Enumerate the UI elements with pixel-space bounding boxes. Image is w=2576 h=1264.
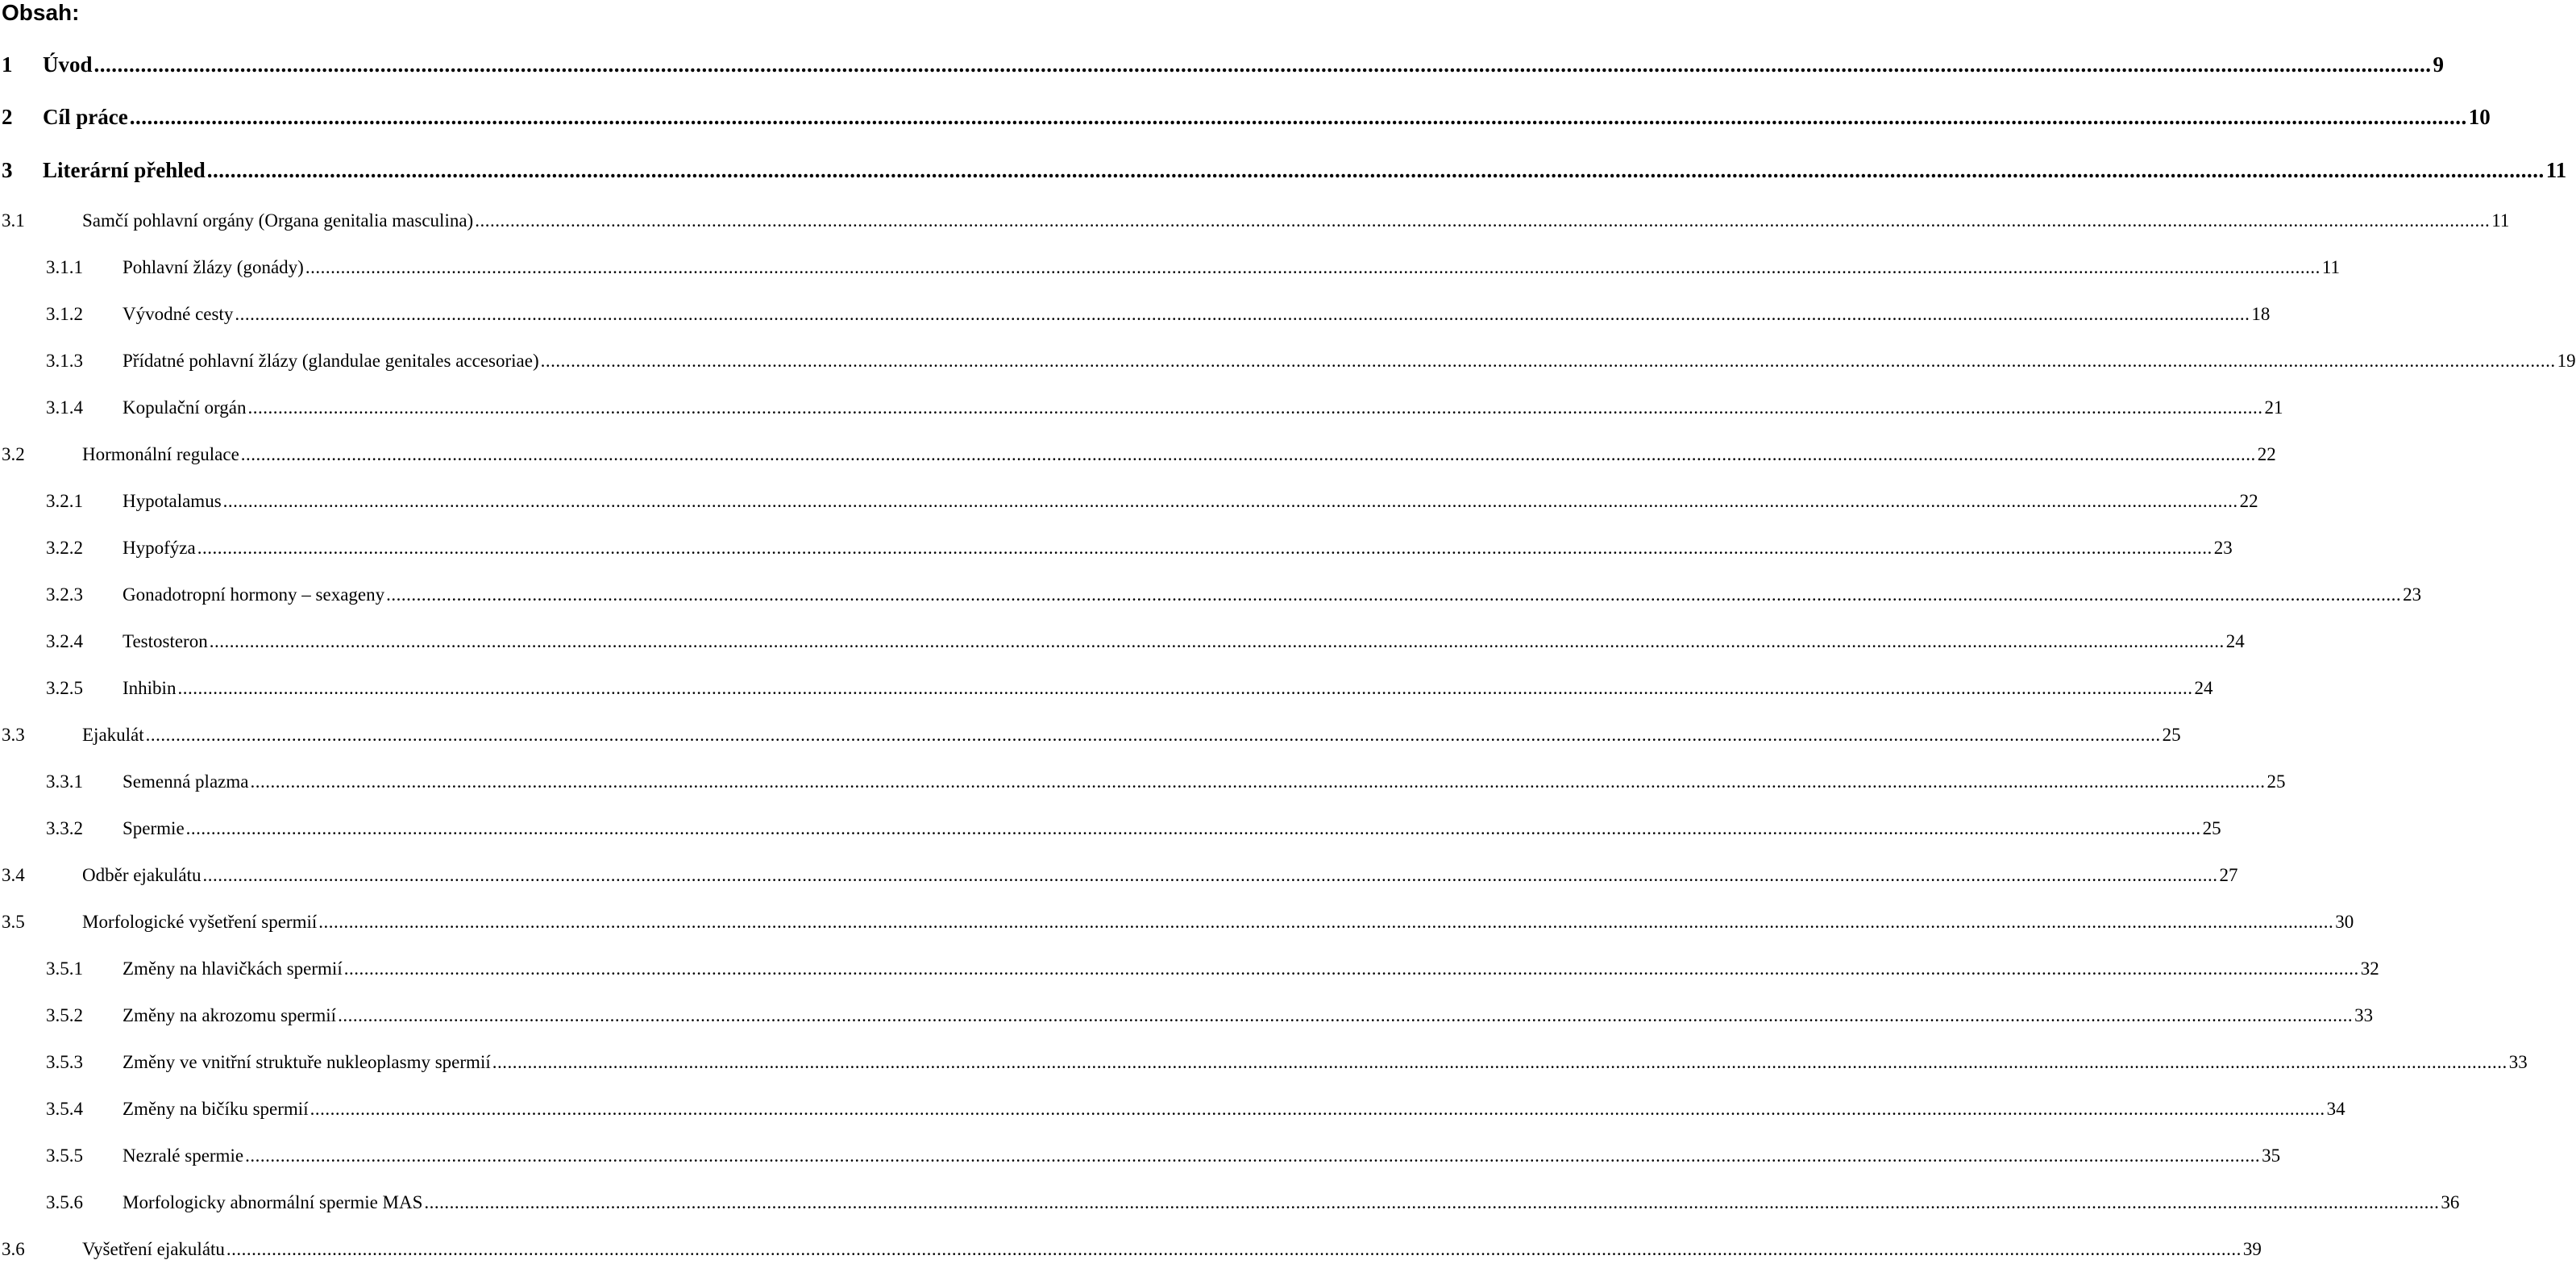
toc-entry-label[interactable]: Spermie [123, 818, 185, 838]
toc-entry-label[interactable]: Literární přehled [43, 158, 206, 182]
toc-entry-number: 3.2.1 [46, 491, 83, 511]
dot-leader: ................................................................................................................................................................................................................................................................................................................................................................................................................ [235, 304, 2250, 324]
toc-entry[interactable] [0, 1141, 2281, 1170]
toc-entry-page[interactable]: 9 [2433, 52, 2445, 77]
dot-leader: ................................................................................................................................................................................................................................................................................................................................................................................................................ [475, 210, 2491, 231]
toc-entry-number: 3.2.3 [46, 584, 83, 605]
toc-entry-page[interactable]: 22 [2239, 491, 2258, 511]
toc-entry[interactable] [0, 347, 2576, 376]
toc-entry-page[interactable]: 10 [2468, 105, 2491, 129]
toc-entry-label[interactable]: Morfologicky abnormální spermie MAS [123, 1192, 423, 1212]
dot-leader: ................................................................................................................................................................................................................................................................................................................................................................................................................ [492, 1052, 2507, 1072]
dot-leader: ................................................................................................................................................................................................................................................................................................................................................................................................................ [318, 912, 2334, 932]
dot-leader: ................................................................................................................................................................................................................................................................................................................................................................................................................ [424, 1192, 2440, 1212]
toc-entry[interactable] [0, 206, 2510, 235]
toc-entry[interactable] [0, 908, 2354, 937]
toc-entry-label[interactable]: Vývodné cesty [123, 304, 234, 324]
toc-title: Obsah: [2, 0, 80, 25]
toc-entry-label[interactable]: Hypofýza [123, 538, 196, 558]
toc-entry[interactable] [0, 580, 2422, 609]
toc-entry-number: 1 [2, 52, 13, 77]
toc-entry-number: 3.2.4 [46, 631, 83, 651]
toc-entry-page[interactable]: 25 [2266, 771, 2286, 792]
toc-entry[interactable] [0, 954, 2379, 983]
toc-entry-label[interactable]: Přídatné pohlavní žlázy (glandulae genitales accesoriae) [123, 351, 539, 371]
toc-entry-number: 3.1 [2, 210, 25, 231]
dot-leader: ................................................................................................................................................................................................................................................................................................................................................................................................................ [93, 52, 2432, 77]
toc-entry-label[interactable]: Testosteron [123, 631, 208, 651]
dot-leader: ................................................................................................................................................................................................................................................................................................................................................................................................................ [185, 818, 2201, 838]
toc-entry-label[interactable]: Změny na bičíku spermií [123, 1099, 309, 1119]
toc-entry-page[interactable]: 19 [2557, 351, 2576, 371]
toc-entry-label[interactable]: Samčí pohlavní orgány (Organa genitalia masculina) [82, 210, 474, 231]
dot-leader: ................................................................................................................................................................................................................................................................................................................................................................................................................ [343, 958, 2359, 979]
toc-entry-page[interactable]: 34 [2326, 1099, 2345, 1119]
toc-entry[interactable] [0, 814, 2221, 843]
toc-entry-number: 3.3.1 [46, 771, 83, 792]
toc-entry-number: 3.4 [2, 865, 25, 885]
toc-entry-label[interactable]: Hypotalamus [123, 491, 222, 511]
dot-leader: ................................................................................................................................................................................................................................................................................................................................................................................................................ [177, 678, 2193, 698]
toc-entry-label[interactable]: Hormonální regulace [82, 444, 239, 464]
toc-entry-page[interactable]: 33 [2508, 1052, 2528, 1072]
toc-entry-label[interactable]: Kopulační orgán [123, 397, 247, 418]
toc-entry-page[interactable]: 25 [2202, 818, 2221, 838]
toc-entry-label[interactable]: Inhibin [123, 678, 177, 698]
dot-leader: ................................................................................................................................................................................................................................................................................................................................................................................................................ [247, 397, 2263, 418]
toc-entry-label[interactable]: Ejakulát [82, 725, 144, 745]
toc-entry-page[interactable]: 25 [2162, 725, 2181, 745]
toc-entry-number: 2 [2, 105, 13, 129]
toc-entry[interactable] [0, 440, 2276, 469]
toc-entry-label[interactable]: Pohlavní žlázy (gonády) [123, 257, 304, 277]
toc-entry-page[interactable]: 18 [2251, 304, 2271, 324]
dot-leader: ................................................................................................................................................................................................................................................................................................................................................................................................................ [206, 158, 2545, 182]
toc-entry[interactable] [0, 674, 2213, 703]
dot-leader: ................................................................................................................................................................................................................................................................................................................................................................................................................ [202, 865, 2218, 885]
toc-entry-label[interactable]: Změny na akrozomu spermií [123, 1005, 337, 1025]
toc-entry-page[interactable]: 27 [2219, 865, 2238, 885]
toc-entry-page[interactable]: 30 [2335, 912, 2354, 932]
toc-entry-page[interactable]: 24 [2225, 631, 2245, 651]
toc-entry[interactable] [0, 1235, 2262, 1264]
toc-entry-label[interactable]: Změny ve vnitřní struktuře nukleoplasmy spermií [123, 1052, 491, 1072]
dot-leader: ................................................................................................................................................................................................................................................................................................................................................................................................................ [226, 1239, 2242, 1259]
toc-entry-number: 3.5.4 [46, 1099, 83, 1119]
toc-entry-page[interactable]: 36 [2441, 1192, 2460, 1212]
dot-leader: ................................................................................................................................................................................................................................................................................................................................................................................................................ [245, 1146, 2261, 1166]
toc-entry-label[interactable]: Vyšetření ejakulátu [82, 1239, 225, 1259]
dot-leader: ................................................................................................................................................................................................................................................................................................................................................................................................................ [222, 491, 2238, 511]
toc-entry-label[interactable]: Změny na hlavičkách spermií [123, 958, 343, 979]
toc-entry-label[interactable]: Odběr ejakulátu [82, 865, 202, 885]
toc-entry-page[interactable]: 11 [2545, 158, 2567, 182]
toc-entry-page[interactable]: 11 [2321, 257, 2340, 277]
toc-entry-number: 3.5 [2, 912, 25, 932]
toc-entry-label[interactable]: Úvod [43, 52, 93, 77]
toc-entry-page[interactable]: 32 [2360, 958, 2379, 979]
toc-entry[interactable] [0, 627, 2245, 656]
toc-entry[interactable] [0, 721, 2181, 750]
toc-entry[interactable] [0, 102, 2491, 131]
dot-leader: ................................................................................................................................................................................................................................................................................................................................................................................................................ [145, 725, 2161, 745]
toc-entry[interactable] [0, 156, 2567, 185]
toc-entry-number: 3.3 [2, 725, 25, 745]
toc-entry-page[interactable]: 22 [2257, 444, 2276, 464]
toc-entry-label[interactable]: Semenná plazma [123, 771, 249, 792]
toc-entry[interactable] [0, 50, 2445, 79]
toc-entry[interactable] [0, 534, 2233, 563]
dot-leader: ................................................................................................................................................................................................................................................................................................................................................................................................................ [338, 1005, 2354, 1025]
dot-leader: ................................................................................................................................................................................................................................................................................................................................................................................................................ [197, 538, 2212, 558]
toc-entry[interactable] [0, 1095, 2345, 1124]
toc-entry-label[interactable]: Nezralé spermie [123, 1146, 244, 1166]
toc-entry-page[interactable]: 23 [2403, 584, 2422, 605]
toc-entry-page[interactable]: 39 [2242, 1239, 2262, 1259]
toc-entry-number: 3.5.1 [46, 958, 83, 979]
dot-leader: ................................................................................................................................................................................................................................................................................................................................................................................................................ [250, 771, 2266, 792]
dot-leader: ................................................................................................................................................................................................................................................................................................................................................................................................................ [310, 1099, 2325, 1119]
toc-entry-page[interactable]: 11 [2491, 210, 2510, 231]
toc-entry-number: 3.5.3 [46, 1052, 83, 1072]
toc-entry-number: 3.1.4 [46, 397, 83, 418]
dot-leader: ................................................................................................................................................................................................................................................................................................................................................................................................................ [540, 351, 2556, 371]
toc-entry-number: 3.5.5 [46, 1146, 83, 1166]
toc-entry-number: 3.1.3 [46, 351, 83, 371]
toc-entry-number: 3.6 [2, 1239, 25, 1259]
toc-entry[interactable] [0, 861, 2238, 890]
toc-entry[interactable] [0, 300, 2271, 329]
toc-entry-number: 3.2.5 [46, 678, 83, 698]
toc-entry-number: 3 [2, 158, 13, 182]
toc-entry[interactable] [0, 393, 2283, 422]
toc-entry-page[interactable]: 35 [2262, 1146, 2281, 1166]
toc-entry-label[interactable]: Gonadotropní hormony – sexageny [123, 584, 385, 605]
dot-leader: ................................................................................................................................................................................................................................................................................................................................................................................................................ [209, 631, 2225, 651]
toc-entry[interactable] [0, 767, 2286, 796]
toc-entry[interactable] [0, 1188, 2460, 1217]
toc-entry-number: 3.1.1 [46, 257, 83, 277]
dot-leader: ................................................................................................................................................................................................................................................................................................................................................................................................................ [386, 584, 2402, 605]
toc-entry[interactable] [0, 1048, 2528, 1077]
toc-entry-page[interactable]: 21 [2264, 397, 2283, 418]
toc-entry[interactable] [0, 487, 2258, 516]
toc-entry-number: 3.2 [2, 444, 25, 464]
toc-entry-page[interactable]: 24 [2194, 678, 2213, 698]
toc-entry-number: 3.5.2 [46, 1005, 83, 1025]
toc-entry-label[interactable]: Cíl práce [43, 105, 128, 129]
toc-entry-number: 3.3.2 [46, 818, 83, 838]
toc-entry[interactable] [0, 1001, 2374, 1030]
toc-entry-label[interactable]: Morfologické vyšetření spermií [82, 912, 318, 932]
dot-leader: ................................................................................................................................................................................................................................................................................................................................................................................................................ [240, 444, 2256, 464]
toc-entry-page[interactable]: 33 [2354, 1005, 2374, 1025]
toc-entry-number: 3.5.6 [46, 1192, 83, 1212]
dot-leader: ................................................................................................................................................................................................................................................................................................................................................................................................................ [129, 105, 2467, 129]
toc-entry-page[interactable]: 23 [2213, 538, 2233, 558]
toc-entry-number: 3.2.2 [46, 538, 83, 558]
toc-entry[interactable] [0, 253, 2340, 282]
dot-leader: ................................................................................................................................................................................................................................................................................................................................................................................................................ [305, 257, 2320, 277]
toc-entry-number: 3.1.2 [46, 304, 83, 324]
